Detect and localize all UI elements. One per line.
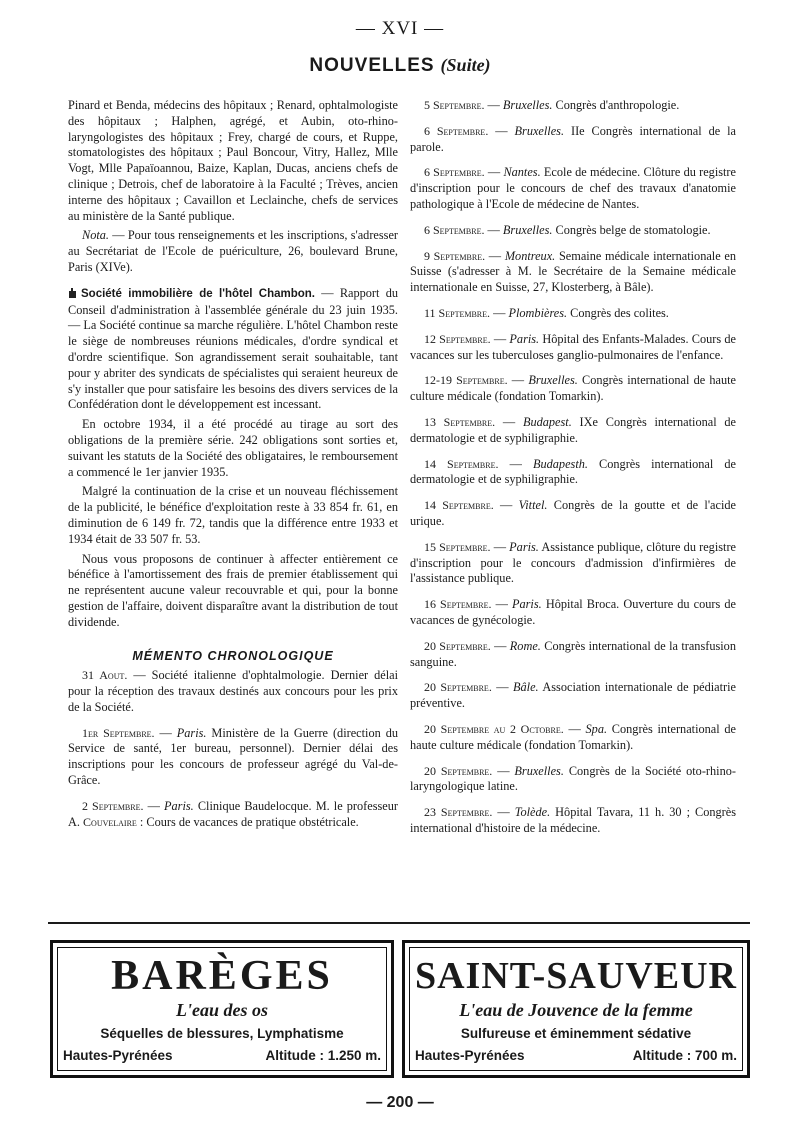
title-text: NOUVELLES: [309, 55, 435, 76]
entry-text: Semaine médicale internationale en Suisse (s'adresser à M. le Secrétaire de la Semaine médicale internationale en Suisse, 27, Klosterberg, à Bâle).: [410, 248, 736, 295]
entry-dash: —: [491, 680, 514, 695]
ad-name: SAINT-SAUVEUR: [414, 955, 737, 997]
memento-heading: MÉMENTO CHRONOLOGIQUE: [132, 648, 334, 663]
entry-place: Bruxelles.: [528, 373, 578, 388]
entry-text: — Société italienne d'ophtalmologie. Dernier délai pour la réception des travaux destinés aux concours pour les prix de la Société.: [68, 668, 398, 714]
entry-dash: —: [507, 373, 529, 388]
entry-dash: —: [490, 305, 509, 320]
entry-place: Bruxelles.: [502, 98, 553, 112]
entry-dash: —: [493, 498, 519, 513]
entry-date: 2 Septembre.: [82, 798, 144, 813]
entry-text: Ministère de la Guerre (direction du Service de santé, 1er bureau, personnel). Dernier délai des inscriptions pour les concours de professeur agrégé du Val-de-Grâce.: [68, 725, 398, 788]
calendar-entry: [410, 764, 736, 796]
calendar-entry: [410, 498, 736, 530]
entry-place: Rome.: [509, 638, 541, 653]
entry-dash: —: [498, 456, 533, 471]
page-title: [0, 55, 800, 77]
nota-text: — Pour tous renseignements et les inscriptions, s'adresser au Secrétariat de l'Ecole de puériculture, 26, boulevard Brune, Paris (XIVe).: [68, 228, 398, 274]
entry-place: Paris.: [164, 798, 194, 813]
entry-date: 20 Septembre.: [424, 638, 491, 653]
entry-text: Hôpital des Enfants-Malades. Cours de vacances sur les tuberculoses ganglio-pulmonaires de l'enfance.: [410, 331, 736, 362]
entry-text: Clinique Baudelocque. M. le professeur A.: [68, 798, 398, 829]
ad-location: Hautes-Pyrénées: [63, 1048, 173, 1063]
ad-bareges: [50, 940, 394, 1078]
memento-entry-3: 2 Septembre. — Paris. Clinique Baudelocque. M. le professeur A. Couvelaire : Cours de vacances de pratique obstétricale.: [68, 798, 398, 829]
calendar-entry: [410, 223, 736, 239]
entry-dash: —: [490, 331, 510, 346]
entry-text: Ecole de médecine. Clôture du registre d'inscription pour le concours de chef des travaux d'anatomie pathologique à l'Ecole de médecine de Nantes.: [410, 165, 736, 211]
entry-text: Congrès d'anthropologie.: [552, 98, 680, 112]
entry-text: Hôpital Broca. Ouverture du cours de vacances de gynécologie.: [410, 597, 736, 627]
entry-text: IIe Congrès international de la parole.: [410, 123, 736, 154]
calendar-entry: [410, 165, 736, 212]
entry-text: IXe Congrès international de dermatologie et de syphiligraphie.: [410, 414, 736, 445]
entry-date: 12-19 Septembre.: [424, 373, 508, 388]
entry-place: Paris.: [511, 597, 542, 612]
entry-text: Congrès international de la transfusion sanguine.: [410, 638, 736, 669]
entry-place: Budapest.: [522, 414, 572, 429]
entry-date: 13 Septembre.: [424, 414, 496, 429]
entry-date: 6 Septembre.: [424, 222, 485, 237]
title-suite: (Suite): [440, 55, 491, 75]
calendar-entry: [410, 124, 736, 156]
memento-entry-1: [68, 668, 398, 715]
entry-dash: —: [491, 597, 512, 612]
ad-location: Hautes-Pyrénées: [415, 1048, 525, 1063]
entry-dash: —: [490, 638, 510, 653]
entry-dash: —: [484, 165, 504, 180]
entry-date: 14 Septembre.: [424, 456, 499, 471]
calendar-entry: [410, 805, 736, 837]
entry-date: 23 Septembre.: [424, 805, 493, 820]
calendar-entry: [410, 597, 736, 629]
entry-text: Association internationale de pédiatrie préventive.: [410, 680, 736, 711]
entry-date: 12 Septembre.: [424, 331, 491, 346]
entry-text: Congrès belge de stomatologie.: [552, 222, 711, 237]
entry-text: Congrès international de haute culture médicale (fondation Tomarkin).: [410, 373, 737, 404]
entry-date: 11 Septembre.: [424, 305, 491, 320]
societe-text: — Rapport du Conseil d'administration à l'assemblée générale du 23 juin 1935. — La Société continue sa marche régulière. L'hôtel Chambon reste le siège de nombreuses réunions médicales, d'ordre syndical et d'ordre scientifique. Son agrandissement serait souhaitable, tant pour y abriter des syndicats de spécialistes qui seraient heureux de s'y installer que pour satisfaire les besoins des divers services de la Confédération dont le développement est incessant.: [68, 285, 399, 412]
entry-date: 1er Septembre.: [82, 725, 155, 740]
entry-name: Couvelaire: [83, 814, 137, 829]
entry-place: Plombières.: [508, 305, 568, 320]
calendar-entry: [410, 415, 736, 447]
entry-place: Bruxelles.: [502, 222, 553, 237]
entry-text-2: : Cours de vacances de pratique obstétricale.: [136, 814, 359, 829]
calendar-entry: [410, 457, 736, 489]
entry-place: Budapesth.: [532, 456, 588, 471]
entry-date: 15 Septembre.: [424, 539, 491, 554]
entry-date: 6 Septembre.: [424, 123, 489, 138]
entry-dash: —: [484, 98, 503, 112]
entry-date: 20 Septembre au 2 Octobre.: [424, 721, 564, 736]
nota-label: Nota.: [82, 228, 109, 243]
paragraph-nous: Nous vous proposons de continuer à affecter entièrement ce bénéfice à l'amortissement des frais de premier établissement qui ne représentent aucune valeur recouvrable et qui, pour la bonne gestion de l'affaire, doivent disparaître avant la distribution de tout dividende.: [68, 551, 398, 629]
divider-rule: [48, 922, 750, 924]
paragraph-nota: [68, 228, 398, 275]
entry-date: 5 Septembre.: [424, 98, 485, 112]
ad-saint-sauveur: [402, 940, 750, 1078]
calendar-entry: [410, 680, 736, 712]
entry-date: 20 Septembre.: [424, 680, 492, 695]
paragraph-staff-list: Pinard et Benda, médecins des hôpitaux ; Renard, ophtalmologiste des hôpitaux ; Halphen, agrégé, et Aubin, oto-rhino-laryngologistes des hôpitaux ; Frey, chargé de cours, et Ruppe, stomatologistes des hôpitaux ; Paul Boncour, Vitry, Hallez, Mlle Vogt, Mlle Papaïoannou, Baize, Kaplan, Ducas, anciens chefs de clinique ; Detrois, chef de laboratoire à la Faculté ; Trèves, ancien interne des hôpitaux ; Cavaillon et Leclainche, chefs de services au ministère de la Santé publique.: [68, 98, 398, 223]
entry-dash: —: [490, 539, 510, 554]
ad-altitude: Altitude : 1.250 m.: [265, 1048, 381, 1063]
entry-text: Congrès international de dermatologie et de syphiligraphie.: [410, 456, 736, 487]
calendar-entry: [410, 332, 736, 364]
entry-place: Tolède.: [514, 805, 551, 820]
entry-date: 20 Septembre.: [424, 763, 493, 778]
paragraph-malgre: Malgré la continuation de la crise et un nouveau fléchissement de la publicité, le bénéfice d'exploitation reste à 33 854 fr. 61, en diminution de 6 149 fr. 72, tandis que la différence entre 1933 et 1934 était de 33 507 fr. 53.: [68, 484, 398, 546]
entry-place: Paris.: [176, 725, 207, 740]
entry-date: 14 Septembre.: [424, 498, 494, 513]
left-column: [68, 98, 398, 834]
hand-pointer-icon: [68, 287, 77, 299]
entry-date: 6 Septembre.: [424, 165, 485, 180]
calendar-entry: [410, 98, 736, 114]
calendar-entry: [410, 639, 736, 671]
entry-text: Assistance publique, clôture du registre d'inscription pour le concours d'admission d'infirmières de l'assistance publique.: [410, 539, 736, 586]
entry-dash: —: [484, 222, 503, 237]
paragraph-societe: [68, 286, 398, 413]
entry-dash: —: [492, 805, 515, 820]
entry-place: Nantes.: [503, 165, 541, 180]
entry-place: Montreux.: [504, 248, 556, 263]
entry-dash: —: [488, 123, 515, 138]
entry-place: Paris.: [509, 539, 539, 554]
ad-description: Sulfureuse et éminemment sédative: [460, 1026, 692, 1041]
ad-description: Séquelles de blessures, Lymphatisme: [100, 1026, 344, 1041]
page-number: — 200 —: [366, 1094, 434, 1111]
entry-dash: —: [485, 248, 505, 263]
memento-entry-2: 1er Septembre. — Paris. Ministère de la Guerre (direction du Service de santé, 1er bureau, personnel). Dernier délai des inscriptions pour les concours de professeur agrégé du Val-de-Grâce.: [68, 725, 398, 788]
entry-date: 16 Septembre.: [424, 597, 492, 612]
entry-text: Congrès de la Société oto-rhino-laryngologique latine.: [410, 763, 736, 794]
entry-dash: —: [492, 763, 515, 778]
ad-altitude: Altitude : 700 m.: [632, 1048, 737, 1063]
paragraph-octobre: En octobre 1934, il a été procédé au tirage au sort des obligations de la première série. 242 obligations sont sorties et, suivant les statuts de la Société des obligataires, le remboursement a commencé le 1er janvier 1935.: [68, 417, 398, 479]
entry-place: Bruxelles.: [514, 763, 564, 778]
entry-place: Spa.: [585, 721, 608, 736]
calendar-entry: [410, 540, 736, 587]
entry-place: Vittel.: [518, 498, 548, 513]
entry-date: 9 Septembre.: [424, 248, 486, 263]
entry-place: Paris.: [509, 331, 540, 346]
calendar-entry: [410, 373, 736, 405]
entry-dash: —: [495, 414, 523, 429]
entry-text: Congrès de la goutte et de l'acide urique.: [410, 498, 736, 528]
calendar-entry: [410, 722, 736, 754]
roman-page-number: — XVI —: [355, 18, 445, 39]
right-column: [410, 98, 736, 847]
ad-name: BARÈGES: [111, 953, 333, 999]
entry-text: Congrès des colites.: [567, 305, 669, 320]
societe-heading: Société immobilière de l'hôtel Chambon.: [81, 287, 316, 300]
ad-slogan: L'eau de Jouvence de la femme: [459, 1000, 693, 1020]
entry-place: Bâle.: [513, 680, 539, 695]
ad-slogan: L'eau des os: [176, 1000, 268, 1020]
entry-text: Hôpital Tavara, 11 h. 30 ; Congrès international d'histoire de la médecine.: [410, 805, 736, 835]
calendar-entry: [410, 249, 736, 296]
entry-place: Bruxelles.: [514, 123, 565, 138]
entry-date: 31 Aout.: [82, 668, 128, 683]
calendar-entry: [410, 306, 736, 322]
entry-text: Congrès international de haute culture médicale (fondation Tomarkin).: [410, 721, 737, 752]
entry-dash: —: [563, 721, 586, 736]
